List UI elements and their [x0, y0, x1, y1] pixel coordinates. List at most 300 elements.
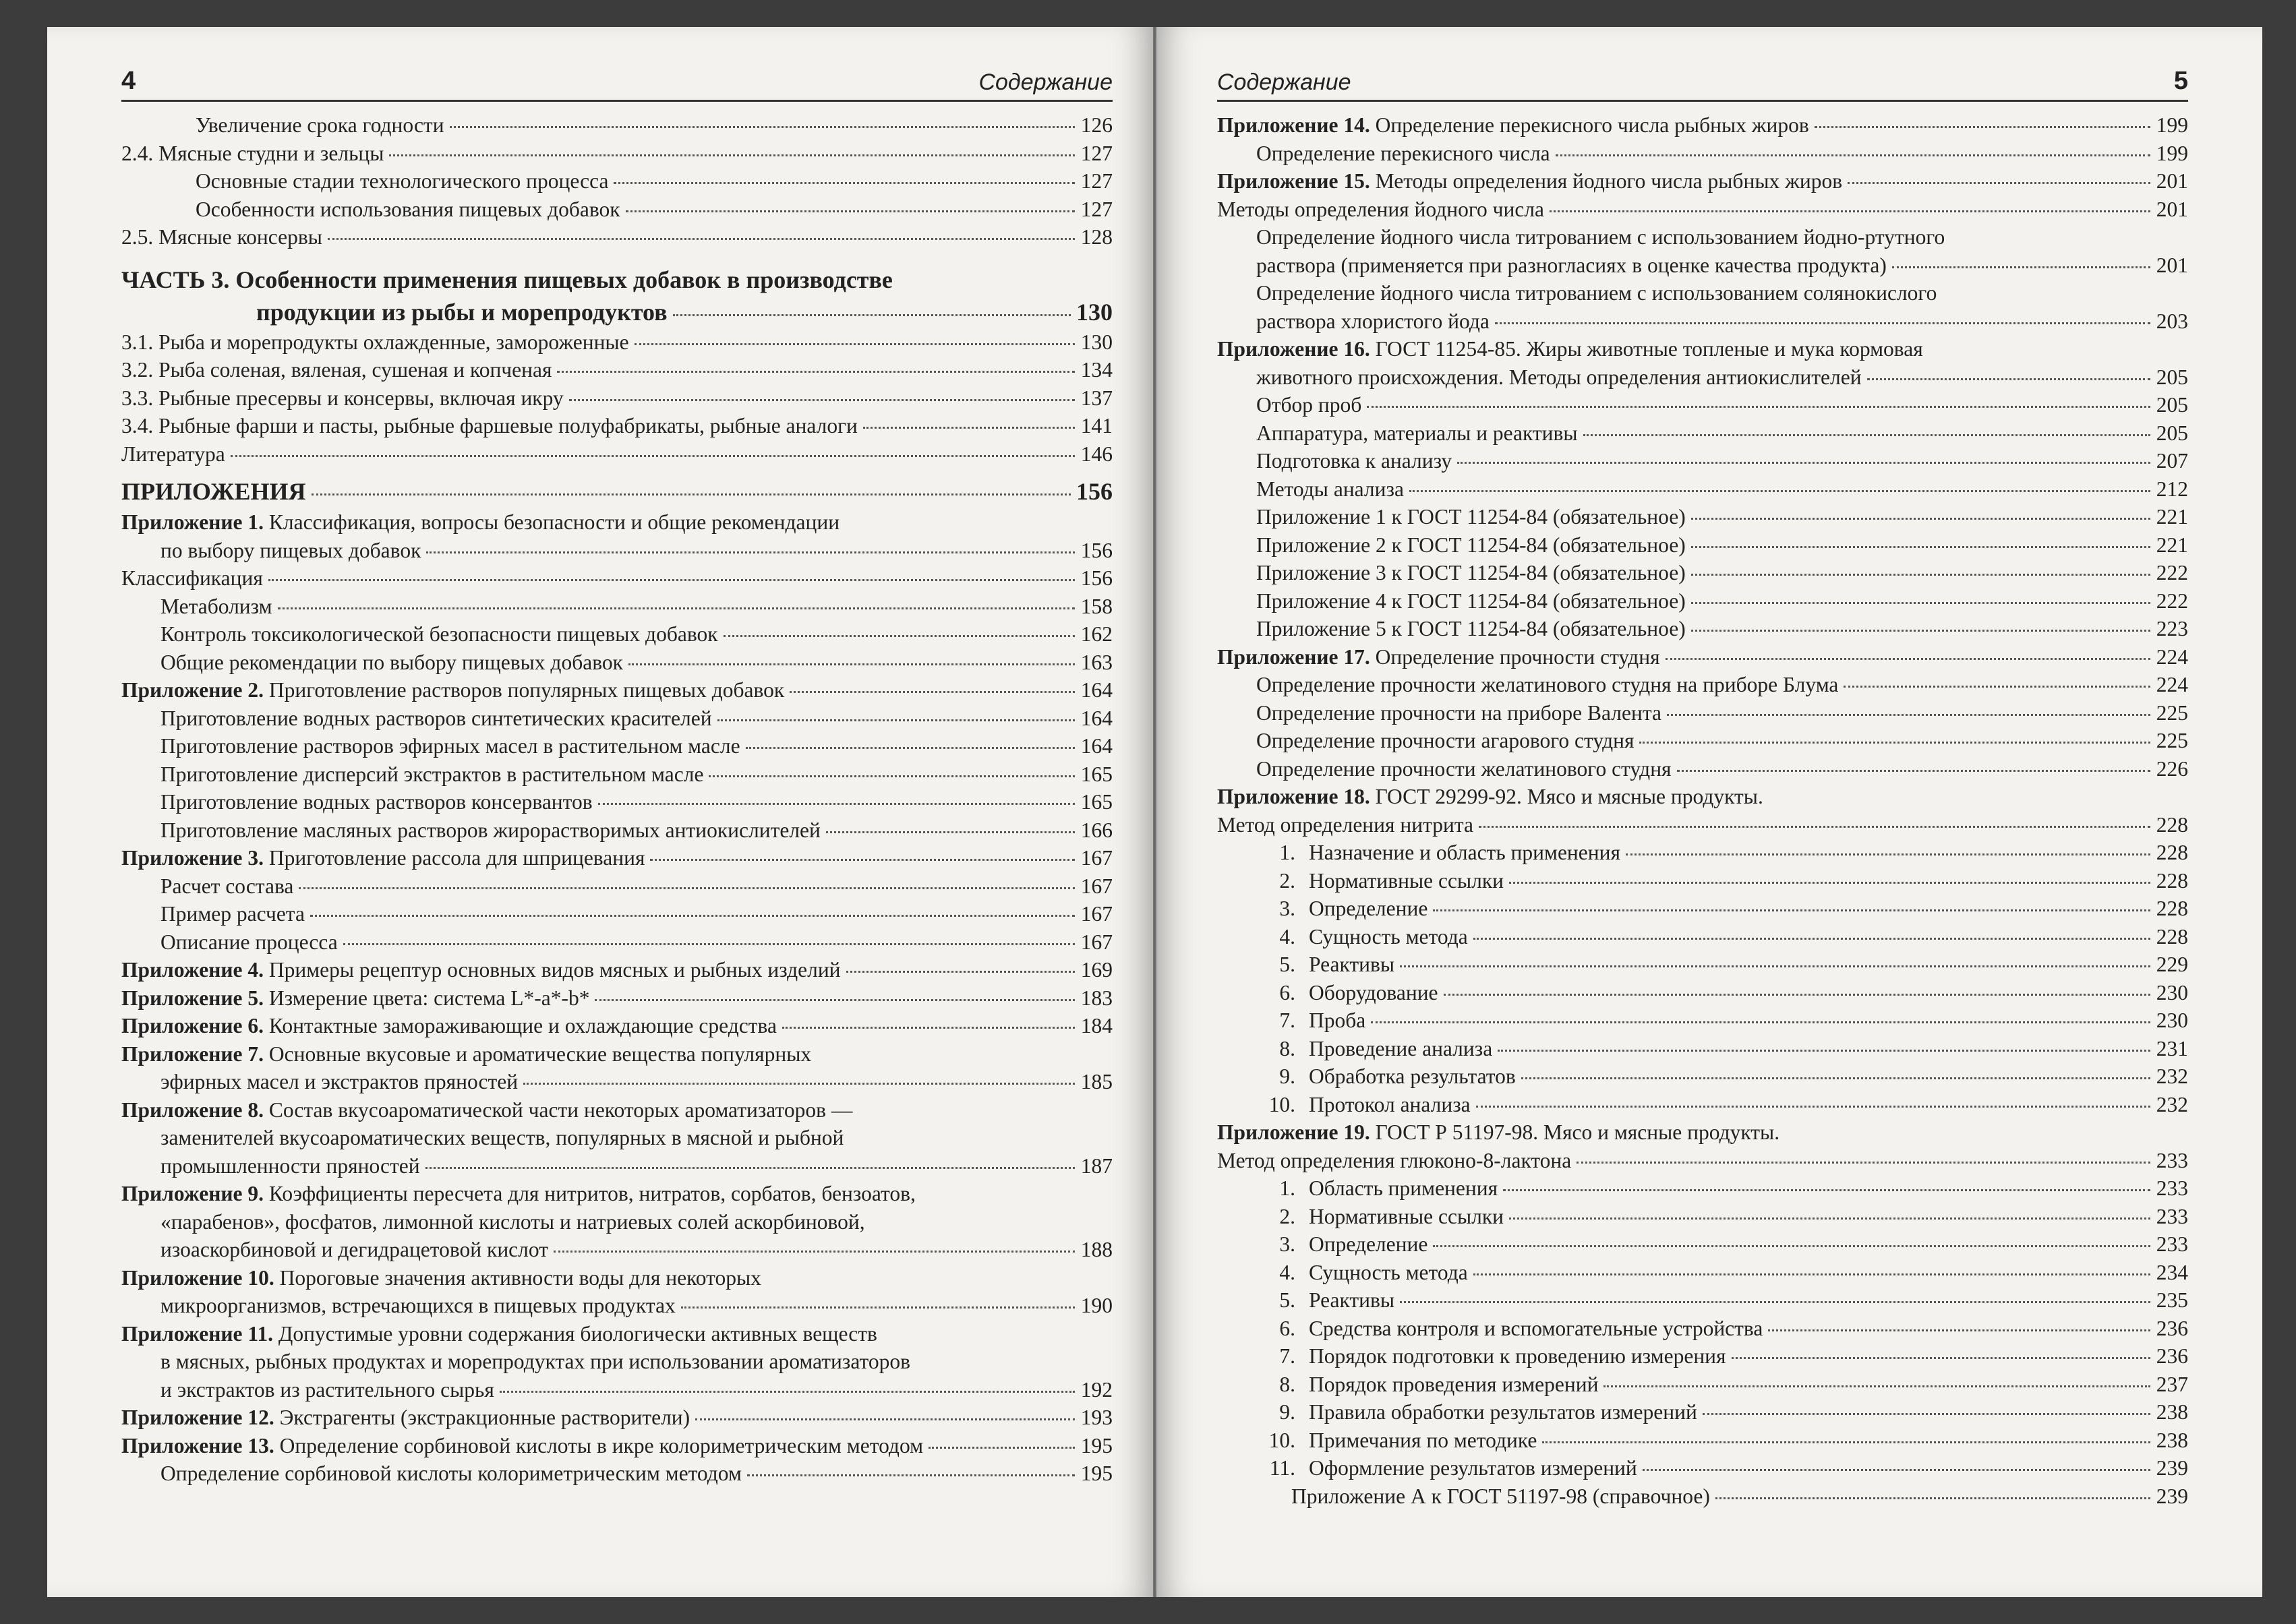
toc-entry[interactable]	[1217, 1286, 2188, 1315]
toc-entry[interactable]	[1217, 671, 2188, 699]
leader-dots	[328, 238, 1075, 240]
toc-entry[interactable]	[121, 704, 1113, 733]
entry-text	[121, 1098, 852, 1122]
page-ref: 167	[1080, 902, 1113, 926]
page-ref: 221	[2156, 533, 2188, 557]
leader-dots	[268, 579, 1075, 581]
entry-text	[121, 676, 784, 704]
appendix-label: Приложение 11.	[121, 1321, 274, 1346]
entry-text: Классификация	[121, 566, 263, 590]
toc-entry[interactable]	[121, 167, 1113, 196]
toc-entry[interactable]	[1217, 140, 2188, 168]
toc-entry[interactable]	[121, 440, 1113, 469]
toc-entry[interactable]	[121, 356, 1113, 384]
page-ref: 232	[2156, 1092, 2188, 1116]
leader-dots	[1503, 1189, 2150, 1191]
leader-dots	[635, 343, 1075, 345]
toc-entry[interactable]	[1217, 167, 2188, 196]
toc-entry[interactable]	[1217, 1454, 2188, 1482]
toc-entry[interactable]	[121, 1460, 1113, 1488]
toc-entry[interactable]	[1217, 1035, 2188, 1063]
entry-text: раствора хлористого йода	[1256, 309, 1490, 333]
entry-text	[121, 1012, 777, 1040]
toc-section	[1217, 111, 2188, 223]
toc-entry[interactable]	[1217, 1062, 2188, 1091]
entry-text: Протокол анализа	[1309, 1092, 1471, 1116]
toc-entry[interactable]	[121, 872, 1113, 901]
entry-text: Нормативные ссылки	[1309, 1204, 1504, 1228]
item-number: 4.	[1279, 924, 1295, 949]
leader-dots	[1433, 1245, 2150, 1247]
toc-entry[interactable]	[1217, 923, 2188, 951]
toc-entry[interactable]	[1217, 307, 2188, 336]
toc-entry[interactable]	[121, 537, 1113, 565]
page-ref: 164	[1080, 678, 1113, 702]
leader-dots	[1715, 1497, 2150, 1499]
left-page	[47, 27, 1153, 1597]
item-number: 5.	[1279, 1288, 1295, 1312]
entry-text: Определение перекисного числа	[1256, 141, 1550, 165]
leader-dots	[782, 1027, 1075, 1029]
page-ref: 185	[1080, 1070, 1113, 1093]
entry-text: раствора (применяется при разногласиях в оценке качества продукта)	[1256, 253, 1887, 277]
toc-entry[interactable]	[1217, 1342, 2188, 1371]
toc-entry[interactable]	[1217, 727, 2188, 755]
leader-dots	[1509, 882, 2150, 884]
item-number: 1.	[1279, 1176, 1295, 1200]
toc-entry[interactable]	[1217, 1203, 2188, 1231]
page-ref: 212	[2156, 477, 2188, 501]
item-number: 8.	[1279, 1036, 1295, 1060]
entry-text: 2.4. Мясные студни и зельцы	[121, 141, 384, 165]
entry-text	[121, 1266, 761, 1290]
toc-entry[interactable]	[1217, 867, 2188, 895]
toc-entry[interactable]	[121, 956, 1113, 984]
toc-entry[interactable]	[121, 1348, 1113, 1376]
appendix-label: Приложение 5.	[121, 986, 264, 1010]
entry-text-rest: Основные вкусовые и ароматические вещества популярных	[264, 1042, 812, 1066]
entry-text: Методы определения йодного числа	[1217, 197, 1545, 221]
entry-text	[1217, 111, 1809, 140]
toc-entry[interactable]	[1217, 531, 2188, 560]
entry-text: промышленности пряностей	[160, 1153, 420, 1178]
entry-text: Определение прочности желатинового студня	[1256, 756, 1672, 781]
entry-text-rest: Состав вкусоароматической части некоторых ароматизаторов —	[264, 1097, 853, 1122]
toc-entry[interactable]	[1217, 1315, 2188, 1343]
appendix-label: Приложение 13.	[121, 1433, 274, 1457]
entry-text: Определение	[1309, 897, 1428, 920]
entry-text-rest: Методы определения йодного числа рыбных жиров	[1370, 169, 1843, 193]
entry-text-rest: Определение сорбиновой кислоты в икре колориметрическим методом	[274, 1433, 924, 1457]
item-number: 8.	[1279, 1372, 1295, 1396]
leader-dots	[1677, 770, 2150, 772]
item-number: 10.	[1268, 1092, 1295, 1116]
appendix-label: Приложение 9.	[121, 1182, 264, 1205]
toc-entry[interactable]	[1217, 1371, 2188, 1399]
toc-entry[interactable]	[121, 900, 1113, 928]
page-ref: 203	[2156, 309, 2188, 333]
leader-dots	[1844, 686, 2150, 688]
appendix-label: Приложение 8.	[121, 1097, 264, 1122]
toc-entry[interactable]	[121, 1096, 1113, 1124]
page-ref: 199	[2156, 141, 2188, 165]
appendix-label: Приложение 7.	[121, 1042, 264, 1066]
toc-entry[interactable]	[1217, 643, 2188, 671]
entry-text: Литература	[121, 442, 225, 466]
entry-text	[121, 1432, 923, 1460]
entry-text: Общие рекомендации по выбору пищевых добавок	[160, 650, 623, 674]
leader-dots	[299, 887, 1075, 889]
toc-entry[interactable]	[1217, 839, 2188, 867]
item-number: 5.	[1279, 953, 1295, 976]
leader-dots	[724, 635, 1075, 637]
toc-section	[121, 111, 1113, 251]
item-number: 11.	[1269, 1456, 1295, 1480]
leader-dots	[1444, 994, 2150, 996]
toc-entry[interactable]	[121, 384, 1113, 413]
entry-text: 2.5. Мясные консервы	[121, 225, 322, 249]
toc-entry[interactable]	[1217, 587, 2188, 615]
leader-dots	[312, 493, 1071, 495]
item-number: 2.	[1279, 1204, 1295, 1228]
toc-entry[interactable]	[121, 564, 1113, 593]
entry-text: Пример расчета	[160, 902, 305, 926]
toc-entry[interactable]	[1217, 951, 2188, 979]
entry-text: в мясных, рыбных продуктах и морепродуктах при использовании ароматизаторов	[160, 1350, 910, 1373]
toc-entry[interactable]	[121, 760, 1113, 789]
toc-entry[interactable]	[1217, 111, 2188, 140]
toc-entry[interactable]	[1217, 755, 2188, 783]
page-ref: 236	[2156, 1316, 2188, 1340]
entry-text: Правила обработки результатов измерений	[1309, 1400, 1697, 1424]
toc-entry[interactable]	[121, 1404, 1113, 1432]
toc-entry[interactable]	[121, 1432, 1113, 1460]
leader-dots	[1409, 490, 2150, 492]
toc-entry[interactable]	[121, 676, 1113, 704]
toc-entry[interactable]	[121, 649, 1113, 677]
page-ref: 127	[1080, 141, 1113, 165]
page-ref: 130	[1080, 330, 1113, 354]
page-ref: 229	[2156, 953, 2188, 976]
page-ref: 195	[1080, 1462, 1113, 1485]
toc-entry[interactable]	[121, 223, 1113, 251]
leader-dots	[1639, 742, 2150, 744]
page-ref: 163	[1080, 650, 1113, 674]
page-ref: 166	[1080, 818, 1113, 842]
toc-entry[interactable]	[121, 1180, 1113, 1208]
entry-text-rest: Определение прочности студня	[1370, 644, 1660, 669]
entry-text-rest: Примеры рецептур основных видов мясных и рыбных изделий	[264, 958, 841, 982]
entry-text: Определение прочности желатинового студня на приборе Блума	[1256, 673, 1839, 696]
entry-text: Обработка результатов	[1309, 1064, 1516, 1088]
running-title: Содержание	[1217, 69, 1351, 95]
page-ref: 156	[1080, 566, 1113, 590]
item-number: 7.	[1279, 1009, 1295, 1032]
page-ref: 165	[1080, 790, 1113, 814]
toc-entry[interactable]	[121, 620, 1113, 649]
appendix-label: Приложение 10.	[121, 1265, 274, 1290]
entry-text: Расчет состава	[160, 874, 294, 898]
entry-text: Реактивы	[1309, 953, 1394, 976]
leader-dots	[863, 427, 1075, 429]
entry-text: по выбору пищевых добавок	[160, 538, 421, 562]
leader-dots	[389, 154, 1075, 156]
page-ref: 222	[2156, 561, 2188, 584]
toc-entry[interactable]	[121, 593, 1113, 621]
entry-text: «парабенов», фосфатов, лимонной кислоты и натриевых солей аскорбиновой,	[160, 1209, 865, 1234]
leader-dots	[1667, 714, 2150, 716]
part-3-heading-line2[interactable]	[121, 296, 1113, 328]
leader-dots	[1457, 462, 2150, 464]
entry-text	[1217, 167, 1842, 196]
toc-section	[121, 328, 1113, 469]
page-ref: 233	[2156, 1148, 2188, 1172]
part-3-heading	[121, 264, 1113, 296]
entry-text: изоаскорбиновой и дегидрацетовой кислот	[160, 1238, 548, 1261]
page-ref: 127	[1080, 197, 1113, 221]
entry-text: Приготовление водных растворов консервантов	[160, 790, 593, 814]
entry-text-rest: Коэффициенты пересчета для нитритов, нитратов, сорбатов, бензоатов,	[264, 1182, 916, 1205]
leader-dots	[1542, 1441, 2150, 1443]
toc-entry[interactable]	[1217, 279, 2188, 307]
toc-entry[interactable]	[121, 1264, 1113, 1292]
part-3-title-line1: ЧАСТЬ 3. Особенности применения пищевых добавок в производстве	[121, 266, 893, 293]
toc-entry[interactable]	[1217, 1174, 2188, 1203]
leader-dots	[846, 971, 1075, 973]
entry-text-rest: Экстрагенты (экстракционные растворители)	[274, 1406, 690, 1429]
toc-entry[interactable]	[1217, 1259, 2188, 1287]
toc-entry[interactable]	[1217, 363, 2188, 392]
toc-entry[interactable]	[1217, 1118, 2188, 1147]
toc-entry[interactable]	[121, 412, 1113, 440]
entry-text: Проведение анализа	[1309, 1036, 1493, 1060]
item-number: 9.	[1279, 1064, 1295, 1088]
toc-entry[interactable]	[1217, 1147, 2188, 1175]
leader-dots	[1476, 1106, 2150, 1108]
leader-dots	[628, 663, 1075, 665]
entry-text-rest: Пороговые значения активности воды для некоторых	[274, 1265, 761, 1290]
item-number: 1.	[1279, 841, 1295, 864]
toc-entry[interactable]	[121, 1292, 1113, 1320]
toc-entry[interactable]	[121, 1040, 1113, 1069]
leader-dots	[554, 1251, 1075, 1253]
entry-text: ГОСТ Р 51197-98. Мясо и мясные продукты.	[1370, 1120, 1780, 1144]
item-number: 3.	[1279, 1232, 1295, 1256]
appendix-label: Приложение 3.	[121, 846, 264, 870]
toc-entry[interactable]	[121, 328, 1113, 357]
page-ref: 205	[2156, 365, 2188, 389]
toc-entry[interactable]	[1217, 1006, 2188, 1035]
appendix-label: Приложение 12.	[121, 1406, 274, 1429]
leader-dots	[747, 1474, 1075, 1476]
entry-text: Приложение 5 к ГОСТ 11254-84 (обязательное)	[1256, 617, 1686, 640]
leader-dots	[500, 1391, 1075, 1393]
toc-entry[interactable]	[1217, 475, 2188, 504]
page-ref: 228	[2156, 868, 2188, 893]
toc-entry[interactable]	[1217, 335, 2188, 363]
toc-entry[interactable]	[1217, 419, 2188, 448]
leader-dots	[614, 182, 1075, 184]
toc-entry[interactable]	[1217, 699, 2188, 727]
page-ref: 226	[2156, 756, 2188, 781]
entry-text: Средства контроля и вспомогательные устройства	[1309, 1316, 1763, 1340]
entry-text	[121, 1322, 877, 1346]
entry-text: Приложение 1 к ГОСТ 11254-84 (обязательное)	[1256, 505, 1686, 529]
entry-text: Контроль токсикологической безопасности пищевых добавок	[160, 622, 718, 646]
entry-text	[121, 1404, 690, 1432]
page-ref: 193	[1080, 1406, 1113, 1429]
entry-text: Назначение и область применения	[1309, 841, 1620, 864]
toc-entry[interactable]	[121, 111, 1113, 140]
entry-text	[121, 956, 841, 984]
toc-section	[1217, 839, 2188, 1118]
page-ref: 221	[2156, 505, 2188, 529]
entry-text: и экстрактов из растительного сырья	[160, 1377, 494, 1402]
leader-dots	[826, 831, 1075, 833]
leader-dots	[1691, 518, 2150, 520]
toc-entry[interactable]	[1217, 1230, 2188, 1259]
entry-text: Описание процесса	[160, 930, 338, 954]
toc-entry[interactable]	[121, 1208, 1113, 1236]
appendices-heading[interactable]	[121, 475, 1113, 508]
page-ref: 146	[1080, 442, 1113, 466]
toc-entry[interactable]	[121, 816, 1113, 845]
appendix-label: Приложение 15.	[1217, 169, 1370, 193]
page-ref: 224	[2156, 673, 2188, 696]
leader-dots	[343, 943, 1075, 945]
page-ref: 228	[2156, 812, 2188, 837]
item-number: 4.	[1279, 1260, 1295, 1284]
leader-dots	[1583, 434, 2150, 436]
toc-entry[interactable]	[1217, 251, 2188, 280]
toc-entry[interactable]	[1217, 1482, 2188, 1511]
leader-dots	[929, 1447, 1075, 1449]
leader-dots	[523, 1083, 1075, 1085]
entry-text: Сущность метода	[1309, 1260, 1468, 1284]
leader-dots	[1703, 1413, 2150, 1415]
leader-dots	[1577, 1162, 2150, 1164]
entry-text-rest: Допустимые уровни содержания биологически активных веществ	[273, 1321, 877, 1346]
page-ref: 223	[2156, 617, 2188, 640]
leader-dots	[1691, 574, 2150, 576]
toc-entry[interactable]	[121, 1068, 1113, 1096]
entry-text: Приготовление дисперсий экстрактов в растительном масле	[160, 762, 704, 786]
leader-dots	[1892, 266, 2150, 268]
toc-entry[interactable]	[121, 788, 1113, 816]
toc-left	[121, 111, 1113, 1488]
page-ref: 167	[1080, 930, 1113, 954]
toc-entry[interactable]	[1217, 447, 2188, 475]
toc-entry[interactable]	[121, 140, 1113, 168]
running-head-right	[1217, 54, 2188, 102]
leader-dots	[1498, 1050, 2150, 1052]
page-ref: 127	[1080, 169, 1113, 193]
page-ref: 228	[2156, 924, 2188, 949]
page-ref: 233	[2156, 1232, 2188, 1256]
page-ref: 234	[2156, 1260, 2188, 1284]
leader-dots	[1768, 1329, 2150, 1331]
entry-text: 3.4. Рыбные фарши и пасты, рыбные фаршевые полуфабрикаты, рыбные аналоги	[121, 414, 858, 438]
toc-entry[interactable]	[121, 508, 1113, 537]
toc-entry[interactable]	[121, 1320, 1113, 1348]
toc-entry[interactable]	[1217, 895, 2188, 923]
entry-text: Порядок проведения измерений	[1309, 1372, 1599, 1396]
toc-entry[interactable]	[121, 928, 1113, 957]
entry-text: 3.3. Рыбные пресервы и консервы, включая икру	[121, 386, 564, 410]
entry-text: Оформление результатов измерений	[1309, 1456, 1637, 1480]
entry-text: Приготовление водных растворов синтетических красителей	[160, 706, 712, 730]
page-ref: 232	[2156, 1064, 2188, 1088]
appendix-label: Приложение 2.	[121, 678, 264, 702]
page-ref: 190	[1080, 1294, 1113, 1317]
item-number: 7.	[1279, 1344, 1295, 1368]
leader-dots	[1867, 378, 2150, 380]
entry-text-rest: Определение перекисного числа рыбных жиров	[1370, 113, 1809, 137]
toc-entry[interactable]	[1217, 559, 2188, 587]
page-ref: 236	[2156, 1344, 2188, 1368]
entry-text: животного происхождения. Методы определения антиокислителей	[1256, 365, 1862, 389]
leader-dots	[1400, 1301, 2150, 1303]
toc-entry[interactable]	[1217, 811, 2188, 839]
leader-dots	[595, 999, 1075, 1001]
toc-entry[interactable]	[121, 1124, 1113, 1152]
entry-text: 3.1. Рыба и морепродукты охлажденные, замороженные	[121, 330, 629, 354]
toc-entry[interactable]	[121, 844, 1113, 872]
entry-text	[121, 844, 645, 872]
page-ref: 228	[2156, 897, 2188, 920]
page-ref: 165	[1080, 762, 1113, 786]
toc-entry[interactable]	[1217, 223, 2188, 251]
toc-entry[interactable]	[1217, 1091, 2188, 1119]
leader-dots	[746, 747, 1075, 749]
item-number: 10.	[1268, 1428, 1295, 1452]
toc-entry[interactable]	[1217, 196, 2188, 224]
toc-entry[interactable]	[121, 1012, 1113, 1040]
toc-entry[interactable]	[1217, 979, 2188, 1007]
page-ref: 230	[2156, 980, 2188, 1004]
entry-text: Определение прочности на приборе Валента	[1256, 700, 1661, 725]
toc-entry[interactable]	[121, 1152, 1113, 1180]
toc-entry[interactable]	[1217, 615, 2188, 643]
entry-text-rest: Контактные замораживающие и охлаждающие средства	[264, 1014, 777, 1037]
toc-entry[interactable]	[121, 1236, 1113, 1264]
entry-text: Определение йодного числа титрованием с использованием йодно-ртутного	[1256, 225, 1945, 249]
page-ref: 239	[2156, 1484, 2188, 1508]
toc-entry[interactable]	[1217, 1398, 2188, 1426]
toc-entry[interactable]	[121, 1376, 1113, 1404]
toc-entry[interactable]	[1217, 1426, 2188, 1455]
entry-text: Оборудование	[1309, 980, 1438, 1004]
page-ref: 137	[1080, 386, 1113, 410]
toc-entry[interactable]	[1217, 503, 2188, 531]
toc-entry[interactable]	[1217, 391, 2188, 419]
entry-text: Приготовление растворов эфирных масел в растительном масле	[160, 734, 740, 758]
toc-entry[interactable]	[121, 984, 1113, 1013]
right-page	[1156, 27, 2262, 1597]
leader-dots	[1691, 630, 2150, 632]
page-ref: 126	[1080, 113, 1113, 137]
toc-entry[interactable]	[121, 196, 1113, 224]
toc-entry[interactable]	[1217, 783, 2188, 811]
page-ref: 164	[1080, 706, 1113, 730]
toc-entry[interactable]	[121, 732, 1113, 760]
leader-dots	[1550, 210, 2150, 212]
leader-dots	[790, 691, 1075, 693]
entry-text: Порядок подготовки к проведению измерения	[1309, 1344, 1726, 1368]
page-ref: 164	[1080, 734, 1113, 758]
leader-dots	[626, 210, 1075, 212]
leader-dots	[717, 719, 1075, 721]
